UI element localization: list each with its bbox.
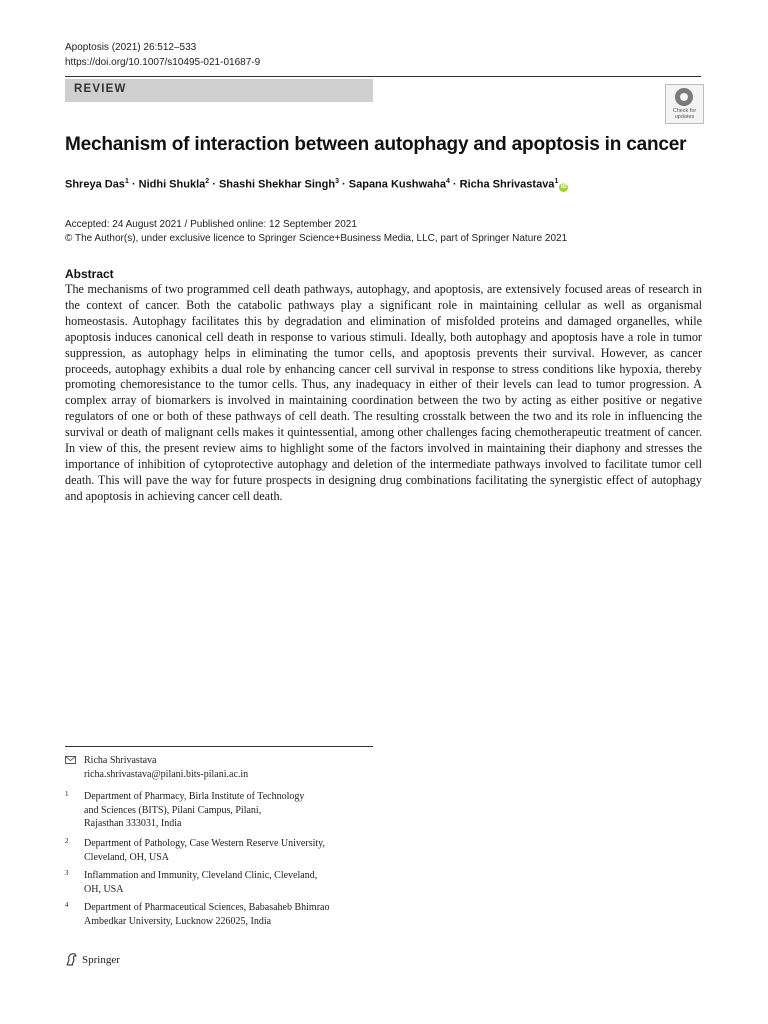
affiliation-line: Ambedkar University, Lucknow 226025, India xyxy=(84,915,272,927)
author-affiliation-mark: 2 xyxy=(205,178,210,185)
affiliation-number: 4 xyxy=(65,901,69,909)
correspondence xyxy=(84,754,248,781)
author-name[interactable]: Nidhi Shukla xyxy=(138,178,206,191)
author-list xyxy=(65,178,568,192)
header-rule xyxy=(65,76,701,77)
affiliation-line: Department of Pathology, Case Western Reserve University, xyxy=(84,838,325,849)
check-updates-circle-icon xyxy=(675,88,693,106)
springer-horse-icon xyxy=(65,952,78,966)
publication-info xyxy=(65,218,567,246)
corresponding-author-name: Richa Shrivastava xyxy=(84,755,157,766)
author-name[interactable]: Shashi Shekhar Singh xyxy=(218,178,336,191)
affiliation-line: and Sciences (BITS), Pilani Campus, Pilani, xyxy=(84,804,262,816)
check-for-updates-icon[interactable] xyxy=(665,84,704,124)
affiliation-line: Rajasthan 333031, India xyxy=(84,818,182,829)
publisher-footer xyxy=(65,952,120,966)
orcid-icon[interactable]: iD xyxy=(560,183,567,190)
envelope-icon xyxy=(65,756,76,764)
abstract-heading: Abstract xyxy=(65,267,114,281)
section-bar xyxy=(65,79,373,102)
affiliation-number: 1 xyxy=(65,790,69,798)
journal-meta xyxy=(65,40,260,70)
author-separator: · xyxy=(128,178,139,191)
affiliation-text xyxy=(84,790,374,831)
journal-citation: Apoptosis (2021) 26:512–533 xyxy=(65,42,197,53)
affiliation-number: 2 xyxy=(65,837,69,845)
author-separator: · xyxy=(209,178,219,191)
affiliation-line: Cleveland, OH, USA xyxy=(84,851,169,863)
footnote-rule xyxy=(65,746,373,747)
author-name[interactable]: Richa Shrivastava xyxy=(459,178,555,191)
affiliation-line: Department of Pharmacy, Birla Institute of Technology xyxy=(84,791,305,802)
abstract-text: The mechanisms of two programmed cell death pathways, autophagy, and apoptosis, are extensively focused areas of research in the context of cancer. Both the catabolic pathways play a significant role in maintaining cellular as well as organismal homeostasis. Autophagy facilitates this by degradation and elimination of misfolded proteins and damaged organelles, while apoptosis induces canonical cell death in response to various stimuli. Ideally, both autophagy and apoptosis have a role in tumor suppression, as autophagy helps in eliminating the tumor cells, and apoptosis prevents their survival. However, as cancer proceeds, autophagy exhibits a dual role by enhancing cancer cell survival in response to stress conditions like hypoxia, thereby promoting chemoresistance to the tumor cells. Thus, any inadequacy in either of their levels can lead to tumor progression. A complex array of biomarkers is involved in maintaining coordination between the two by acting as either positive or negative regulators of one or both of these pathways of cell death. The resulting crosstalk between the two and its role in influencing the survival or death of malignant cells makes it quintessential, among other challenges facing chemotherapeutic treatment of cancer. In view of this, the present review aims to highlight some of the factors involved in maintaining their diaphony and stresses the importance of inhibition of cytoprotective autophagy and deletion of the intermediate pathways involved to facilitate tumor cell death. This will pave the way for future prospects in designing drug combinations facilitating the synergistic effect of autophagy and apoptosis in achieving cancer cell death. xyxy=(65,282,702,503)
author-separator: · xyxy=(449,178,460,191)
author-affiliation-mark: 1 xyxy=(554,178,559,185)
corresponding-author-email[interactable]: richa.shrivastava@pilani.bits-pilani.ac.in xyxy=(84,768,249,780)
author-name[interactable]: Sapana Kushwaha xyxy=(348,178,446,191)
article-title: Mechanism of interaction between autophagy and apoptosis in cancer xyxy=(65,134,687,155)
author-affiliation-mark: 1 xyxy=(124,178,129,185)
publisher-name: Springer xyxy=(82,954,120,966)
affiliation-text xyxy=(84,869,374,896)
author-affiliation-mark: 3 xyxy=(335,178,339,185)
publication-dates: Accepted: 24 August 2021 / Published online: 12 September 2021 xyxy=(65,219,357,230)
affiliation-text xyxy=(84,837,374,864)
author-separator: · xyxy=(338,178,349,191)
affiliation-text xyxy=(84,901,374,928)
affiliation-number: 3 xyxy=(65,869,69,877)
doi-link[interactable]: https://doi.org/10.1007/s10495-021-01687-9 xyxy=(65,57,261,68)
badge-text: Check for updates xyxy=(672,108,697,120)
affiliation-line: Department of Pharmaceutical Sciences, Babasaheb Bhimrao xyxy=(84,902,330,913)
author-affiliation-mark: 4 xyxy=(445,178,450,185)
author-name[interactable]: Shreya Das xyxy=(65,178,125,191)
affiliation-line: Inflammation and Immunity, Cleveland Clinic, Cleveland, xyxy=(84,870,318,881)
affiliation-line: OH, USA xyxy=(84,883,124,895)
copyright-notice: © The Author(s), under exclusive licence to Springer Science+Business Media, LLC, part of Springer Nature 2021 xyxy=(65,233,568,244)
section-label: REVIEW xyxy=(74,83,127,95)
